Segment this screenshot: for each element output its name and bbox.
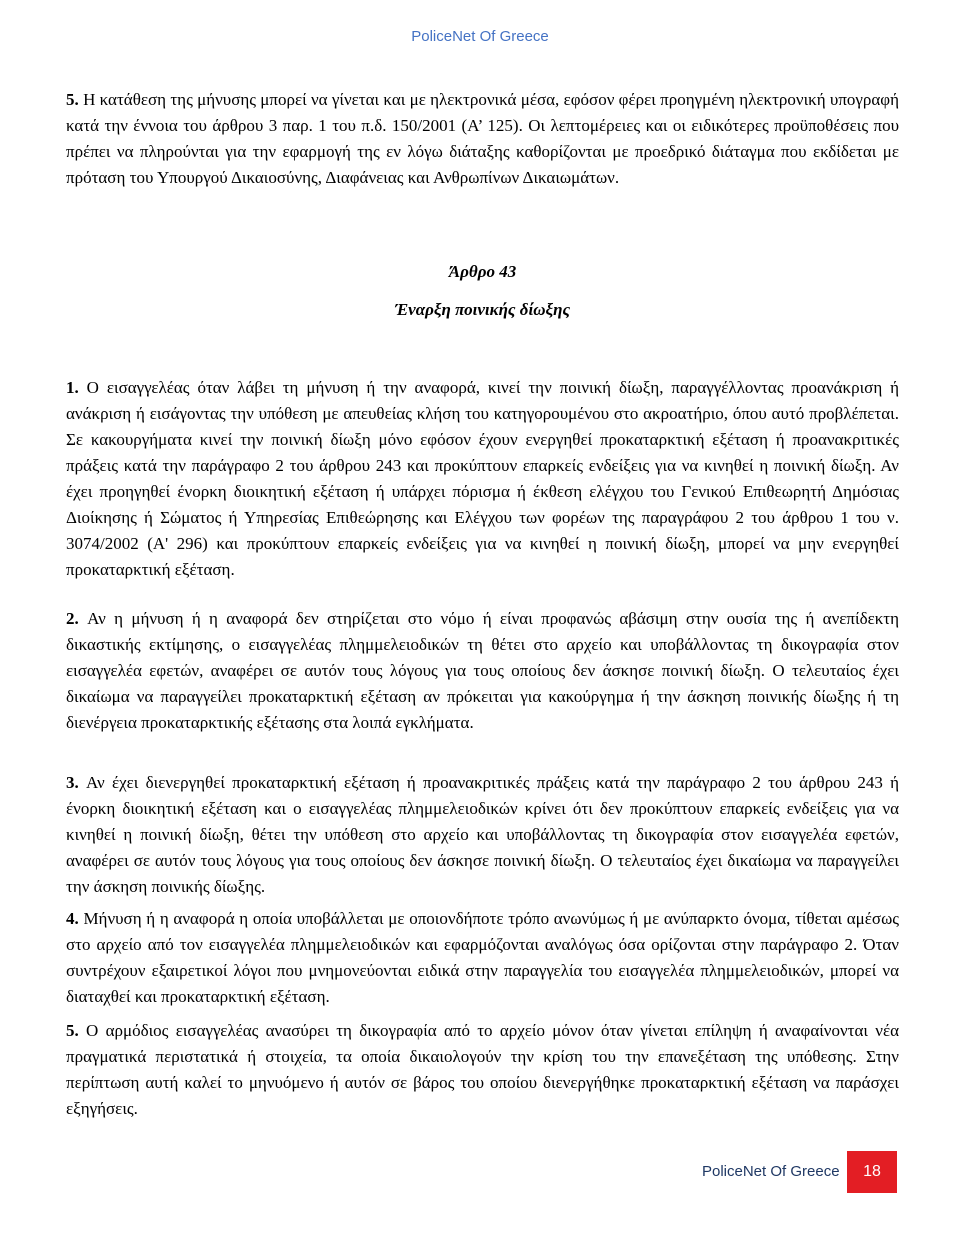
- article-title: Άρθρο 43: [448, 262, 517, 281]
- paragraph-1: [66, 375, 899, 583]
- paragraph-text: Αν η μήνυση ή η αναφορά δεν στηρίζεται στο νόμο ή είναι προφανώς αβάσιμη στην ουσία της ή ανεπίδεκτη δικαστικής εκτίμησης, ο εισαγγελέας πλημμελειοδικών τη θέτει στο αρχείο και υποβάλλοντας τη δικογραφία στον εισαγγελέα εφετών, αναφέρει σε αυτόν τους λόγους για τους οποίους δεν άσκησε ποινική δίωξη. Ο τελευταίος έχει δικαίωμα να παραγγείλει προκαταρκτική εξέταση αν πρόκειται για κακούργημα ή την άσκηση ποινικής δίωξης ή τη διενέργεια προκαταρκτικής εξέτασης στα λοιπά εγκλήματα.: [66, 609, 900, 732]
- paragraph-number: 4.: [66, 909, 84, 928]
- paragraph-text: Ο αρμόδιος εισαγγελέας ανασύρει τη δικογραφία από το αρχείο μόνον όταν γίνεται επίληψη ή αναφαίνονται νέα πραγματικά περιστατικά ή στοιχεία, τα οποία δικαιολογούν την κρίση του την επανεξέταση της υπόθεσης. Στην περίπτωση αυτή καλεί το μηνυόμενο ή αυτόν σε βάρος του οποίου διενεργήθηκε προκαταρκτική εξέταση να παράσχει εξηγήσεις.: [66, 1021, 899, 1118]
- paragraph-text: Η κατάθεση της μήνυσης μπορεί να γίνεται και με ηλεκτρονικά μέσα, εφόσον φέρει προηγμένη ηλεκτρονική υπογραφή κατά την έννοια του άρθρου 3 παρ. 1 του π.δ. 150/2001 (Α’ 125). Οι λεπτομέρειες και οι ειδικότερες προϋποθέσεις που πρέπει να πληρούνται για την εφαρμογή της εν λόγω διάταξης καθορίζονται με προεδρικό διάταγμα που εκδίδεται με πρόταση του Υπουργού Δικαιοσύνης, Διαφάνειας και Ανθρωπίνων Δικαιωμάτων.: [66, 90, 900, 187]
- paragraph-4: [66, 906, 899, 1010]
- paragraph-text: Ο εισαγγελέας όταν λάβει τη μήνυση ή την αναφορά, κινεί την ποινική δίωξη, παραγγέλλοντας προανάκριση ή ανάκριση ή εισάγοντας την υπόθεση με απευθείας κλήση του κατηγορουμένου στο ακροατήριο, όπου αυτό προβλέπεται. Σε κακουργήματα κινεί την ποινική δίωξη μόνο εφόσον έχουν ενεργηθεί προκαταρκτική εξέταση ή προανακριτικές πράξεις κατά την παράγραφο 2 του άρθρου 243 και προκύπτουν επαρκείς ενδείξεις για να κινηθεί η ποινική δίωξη. Αν έχει προηγηθεί ένορκη διοικητική εξέταση ή υπάρχει πόρισμα ή έκθεση ελέγχου του Γενικού Επιθεωρητή Δημόσιας Διοίκησης ή Σώματος ή Υπηρεσίας Επιθεώρησης και Ελέγχου των φορέων της παραγράφου 2 του άρθρου 1 του ν. 3074/2002 (Α' 296) και προκύπτουν επαρκείς ενδείξεις για να κινηθεί η ποινική δίωξη, μπορεί να μην ενεργηθεί προκαταρκτική εξέταση.: [66, 378, 900, 579]
- paragraph-number: 1.: [66, 378, 87, 397]
- paragraph-number: 3.: [66, 773, 87, 792]
- paragraph-2: [66, 606, 899, 736]
- page-header: PoliceNet Of Greece: [411, 28, 549, 45]
- paragraph-5: [66, 1018, 899, 1122]
- intro-paragraph: [66, 87, 899, 191]
- footer-text: PoliceNet Of Greece: [702, 1163, 840, 1180]
- paragraph-3: [66, 770, 899, 900]
- paragraph-text: Αν έχει διενεργηθεί προκαταρκτική εξέταση ή προανακριτικές πράξεις κατά την παράγραφο 2 του άρθρου 243 ή ένορκη διοικητική εξέταση και ο εισαγγελέας πλημμελειοδικών κρίνει ότι δεν προκύπτουν επαρκείς ενδείξεις για να κινηθεί η ποινική δίωξη, θέτει την υπόθεση στο αρχείο και υποβάλλοντας τη δικογραφία στον εισαγγελέα εφετών, αναφέρει σε αυτόν τους λόγους για τους οποίους δεν άσκησε ποινική δίωξη. Ο τελευταίος έχει δικαίωμα να παραγγείλει την άσκηση ποινικής δίωξης.: [66, 773, 899, 896]
- page-number: 18: [863, 1163, 881, 1180]
- paragraph-text: Μήνυση ή η αναφορά η οποία υποβάλλεται με οποιονδήποτε τρόπο ανωνύμως ή με ανύπαρκτο όνομα, τίθεται αμέσως στο αρχείο από τον εισαγγελέα πλημμελειοδικών και εφαρμόζονται αναλόγως όσα ορίζονται στην παράγραφο 2. Όταν συντρέχουν εξαιρετικοί λόγοι που μνημονεύονται ειδικά στην παραγγελία του εισαγγελέα πλημμελειοδικών, μπορεί να διαταχθεί και προκαταρκτική εξέταση.: [66, 909, 900, 1006]
- page-number-badge: [847, 1151, 897, 1193]
- document-body: [66, 0, 899, 1242]
- paragraph-number: 2.: [66, 609, 88, 628]
- paragraph-number: 5.: [66, 1021, 87, 1040]
- article-subtitle: Έναρξη ποινικής δίωξης: [394, 300, 571, 319]
- paragraph-number: 5.: [66, 90, 84, 109]
